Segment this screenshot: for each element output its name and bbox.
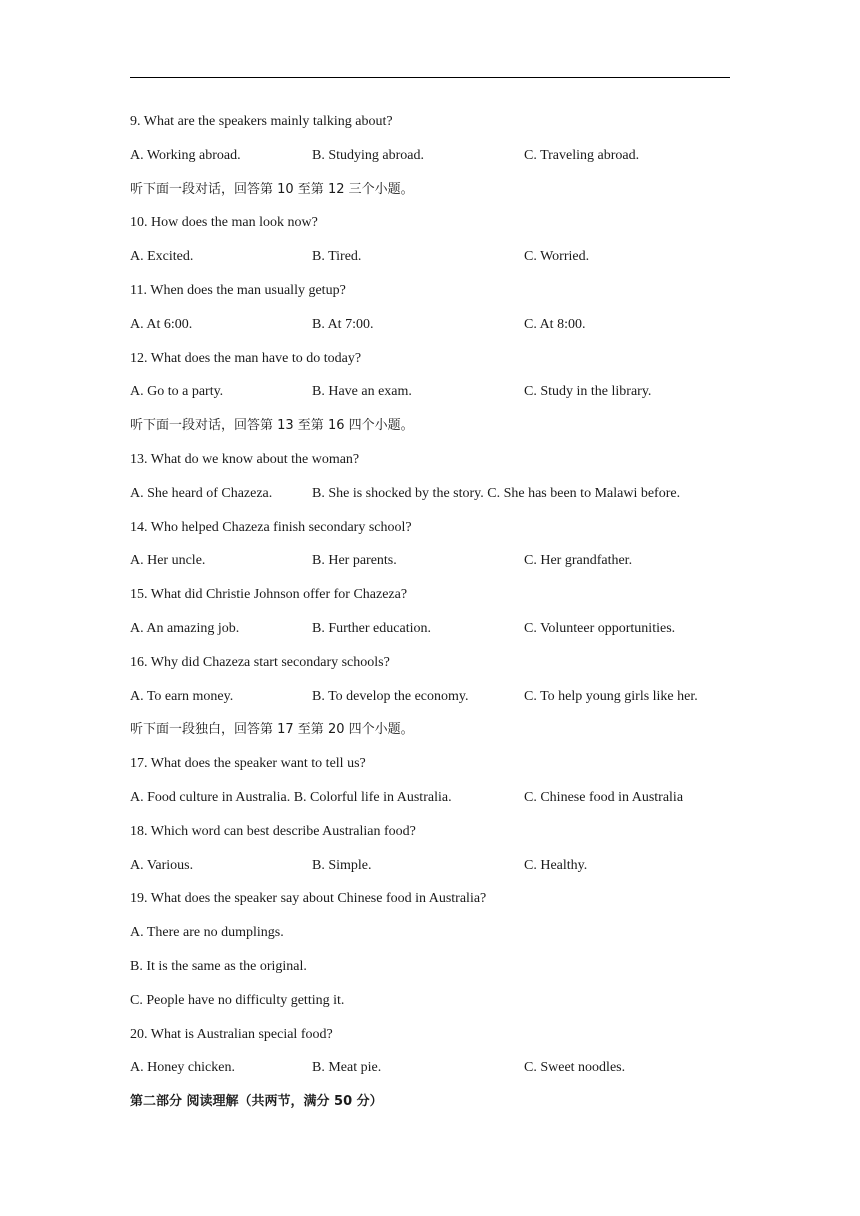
option-b: B. To develop the economy. xyxy=(312,688,469,704)
question-line: 20. What is Australian special food? xyxy=(130,1026,333,1042)
options-row xyxy=(130,550,730,584)
option-a: A. Go to a party. xyxy=(130,384,224,400)
question-line: 11. When does the man usually getup? xyxy=(130,282,346,298)
question-line: B. It is the same as the original. xyxy=(130,958,307,974)
option-a: A. Food culture in Australia. B. Colorful life in Australia. xyxy=(130,789,452,805)
option-b: B. Her parents. xyxy=(312,553,397,569)
question-line: 19. What does the speaker say about Chinese food in Australia? xyxy=(130,891,487,907)
instruction-line: 听下面一段对话，回答第 10 至第 12 三个小题。 xyxy=(130,181,414,197)
option-b: B. Studying abroad. xyxy=(312,147,424,163)
instruction-line: 听下面一段对话，回答第 13 至第 16 四个小题。 xyxy=(130,418,414,434)
option-b: B. She is shocked by the story. C. She has been to Malawi before. xyxy=(312,485,681,501)
question-line: 12. What does the man have to do today? xyxy=(130,350,362,366)
options-row xyxy=(130,618,730,652)
options-row xyxy=(130,855,730,889)
options-row xyxy=(130,246,730,280)
option-b: B. Tired. xyxy=(312,249,362,265)
option-a: A. Various. xyxy=(130,857,194,873)
options-row xyxy=(130,314,730,348)
option-a: A. Her uncle. xyxy=(130,553,206,569)
instruction-line: 听下面一段独白，回答第 17 至第 20 四个小题。 xyxy=(130,722,414,738)
option-b: B. Have an exam. xyxy=(312,384,412,400)
question-line: 16. Why did Chazeza start secondary schools? xyxy=(130,654,390,670)
question-line: 15. What did Christie Johnson offer for Chazeza? xyxy=(130,587,408,603)
options-row xyxy=(130,787,730,821)
options-row xyxy=(130,1057,730,1091)
question-line: 18. Which word can best describe Australian food? xyxy=(130,823,416,839)
option-b: B. Simple. xyxy=(312,857,372,873)
exam-content xyxy=(130,111,730,1125)
option-a: A. Honey chicken. xyxy=(130,1060,235,1076)
option-c: C. At 8:00. xyxy=(524,316,586,332)
option-c: C. Chinese food in Australia xyxy=(524,789,684,805)
options-row xyxy=(130,686,730,720)
option-c: C. Volunteer opportunities. xyxy=(524,620,676,636)
option-c: C. Study in the library. xyxy=(524,384,652,400)
options-row xyxy=(130,381,730,415)
option-b: B. Meat pie. xyxy=(312,1060,382,1076)
option-c: C. Her grandfather. xyxy=(524,553,633,569)
section-heading: 第二部分 阅读理解（共两节，满分 50 分） xyxy=(130,1094,383,1110)
question-line: A. There are no dumplings. xyxy=(130,925,284,941)
option-a: A. She heard of Chazeza. xyxy=(130,485,273,501)
option-a: A. An amazing job. xyxy=(130,620,240,636)
question-line: 10. How does the man look now? xyxy=(130,215,318,231)
question-line: 13. What do we know about the woman? xyxy=(130,451,360,467)
option-c: C. Worried. xyxy=(524,249,590,265)
option-a: A. Excited. xyxy=(130,249,194,265)
option-c: C. Healthy. xyxy=(524,857,588,873)
option-a: A. At 6:00. xyxy=(130,316,193,332)
question-line: C. People have no difficulty getting it. xyxy=(130,992,345,1008)
header-rule xyxy=(130,77,730,78)
options-row xyxy=(130,145,730,179)
option-c: C. Sweet noodles. xyxy=(524,1060,626,1076)
options-row xyxy=(130,483,730,517)
option-a: A. Working abroad. xyxy=(130,147,241,163)
question-line: 14. Who helped Chazeza finish secondary school? xyxy=(130,519,412,535)
option-c: C. To help young girls like her. xyxy=(524,688,698,704)
option-a: A. To earn money. xyxy=(130,688,234,704)
option-b: B. Further education. xyxy=(312,620,431,636)
question-line: 9. What are the speakers mainly talking about? xyxy=(130,114,393,129)
option-b: B. At 7:00. xyxy=(312,316,374,332)
option-c: C. Traveling abroad. xyxy=(524,147,640,163)
question-line: 17. What does the speaker want to tell us? xyxy=(130,756,366,772)
